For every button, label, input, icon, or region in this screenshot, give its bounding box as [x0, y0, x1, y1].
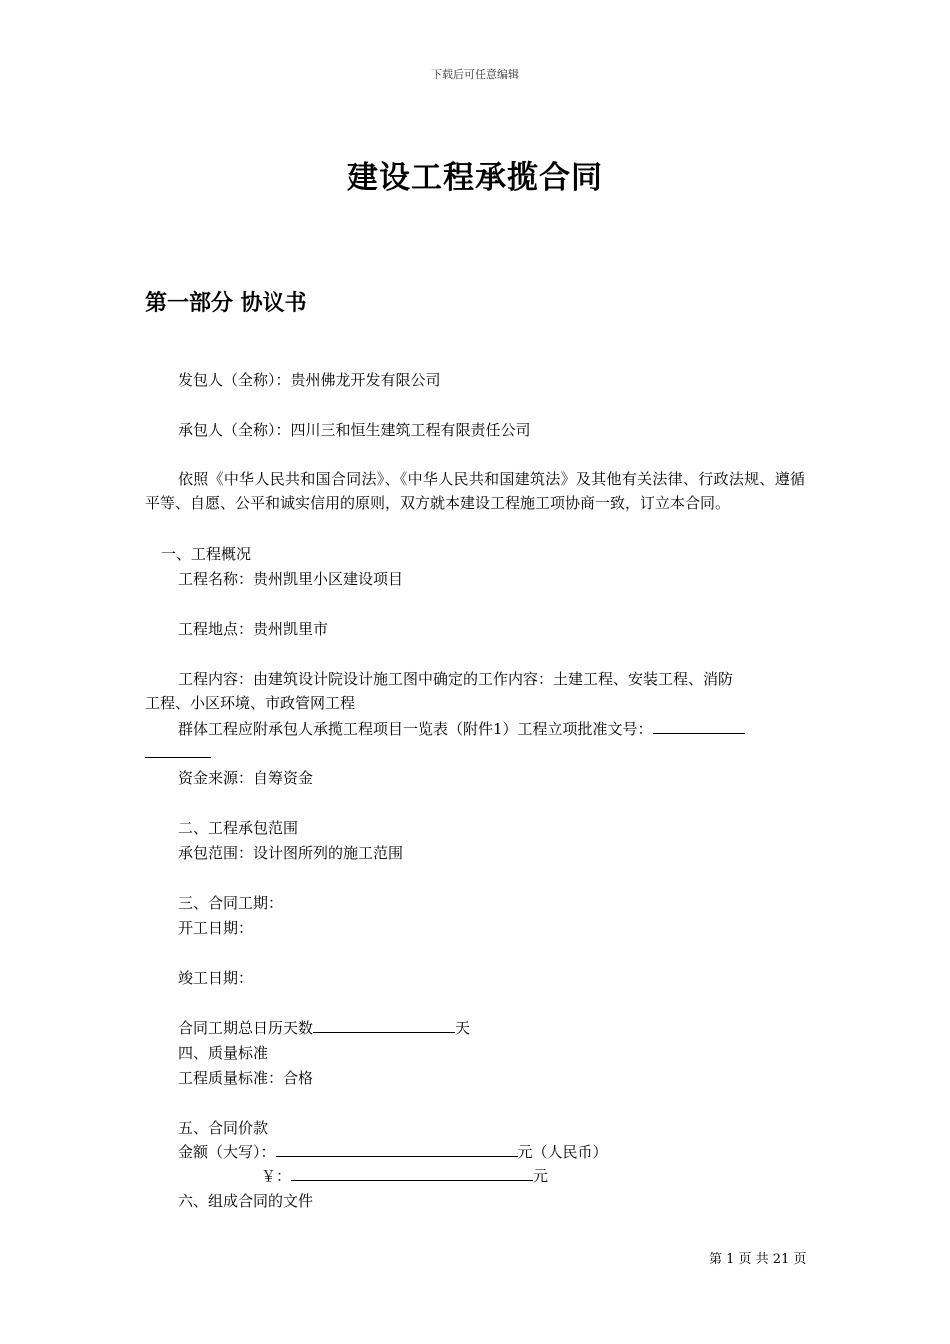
total-days-unit: 天	[455, 1019, 471, 1037]
group-project-line	[178, 717, 745, 741]
project-content-line2: 工程、小区环境、市政管网工程	[145, 694, 356, 712]
project-content-line1: 工程内容：由建筑设计院设计施工图中确定的工作内容：土建工程、安装工程、消防	[178, 670, 734, 688]
approval-number-blank-cont[interactable]	[145, 741, 211, 765]
sec1-heading: 一、工程概况	[161, 545, 252, 563]
amount-figures-blank[interactable]	[291, 1165, 533, 1181]
sec2-heading: 二、工程承包范围	[178, 819, 299, 837]
amount-figures-unit: 元	[533, 1167, 549, 1185]
employer-line: 发包人（全称）：贵州佛龙开发有限公司	[178, 371, 441, 389]
amount-words-label: 金额（大写）：	[178, 1143, 276, 1161]
total-days-label: 合同工期总日历天数	[178, 1019, 314, 1037]
group-project-label: 群体工程应附承包人承揽工程项目一览表（附件1）工程立项批准文号：	[178, 720, 653, 738]
project-location: 工程地点：贵州凯里市	[178, 620, 329, 638]
completion-date: 竣工日期：	[178, 969, 254, 987]
amount-figures-line	[261, 1164, 548, 1188]
amount-words-line	[178, 1140, 608, 1164]
sec6-heading: 六、组成合同的文件	[178, 1192, 314, 1210]
document-title: 建设工程承揽合同	[347, 160, 603, 196]
contract-scope: 承包范围：设计图所列的施工范围	[178, 844, 404, 862]
project-name: 工程名称：贵州凯里小区建设项目	[178, 570, 404, 588]
amount-words-blank[interactable]	[276, 1141, 518, 1157]
contractor-line: 承包人（全称）：四川三和恒生建筑工程有限责任公司	[178, 421, 531, 439]
sec3-heading: 三、合同工期：	[178, 894, 284, 912]
start-date: 开工日期：	[178, 919, 254, 937]
page-footer: 第 1 页 共 21 页	[709, 1252, 807, 1267]
total-days-line	[178, 1016, 470, 1040]
amount-figures-label: ￥：	[261, 1167, 292, 1185]
quality-standard: 工程质量标准：合格	[178, 1069, 314, 1087]
preamble-paragraph: 依照《中华人民共和国合同法》、《中华人民共和国建筑法》及其他有关法律、行政法规、遵循平等、自愿、公平和诚实信用的原则，双方就本建设工程施工项协商一致，订立本合同。	[145, 470, 805, 512]
sec4-heading: 四、质量标准	[178, 1044, 269, 1062]
amount-words-unit: 元（人民币）	[517, 1143, 608, 1161]
approval-number-blank[interactable]	[653, 718, 745, 734]
funding-source: 资金来源：自筹资金	[178, 769, 314, 787]
total-days-blank[interactable]	[313, 1017, 455, 1033]
sec5-heading: 五、合同价款	[178, 1119, 269, 1137]
section-title: 第一部分 协议书	[145, 291, 307, 316]
header-note: 下载后可任意编辑	[431, 68, 519, 81]
